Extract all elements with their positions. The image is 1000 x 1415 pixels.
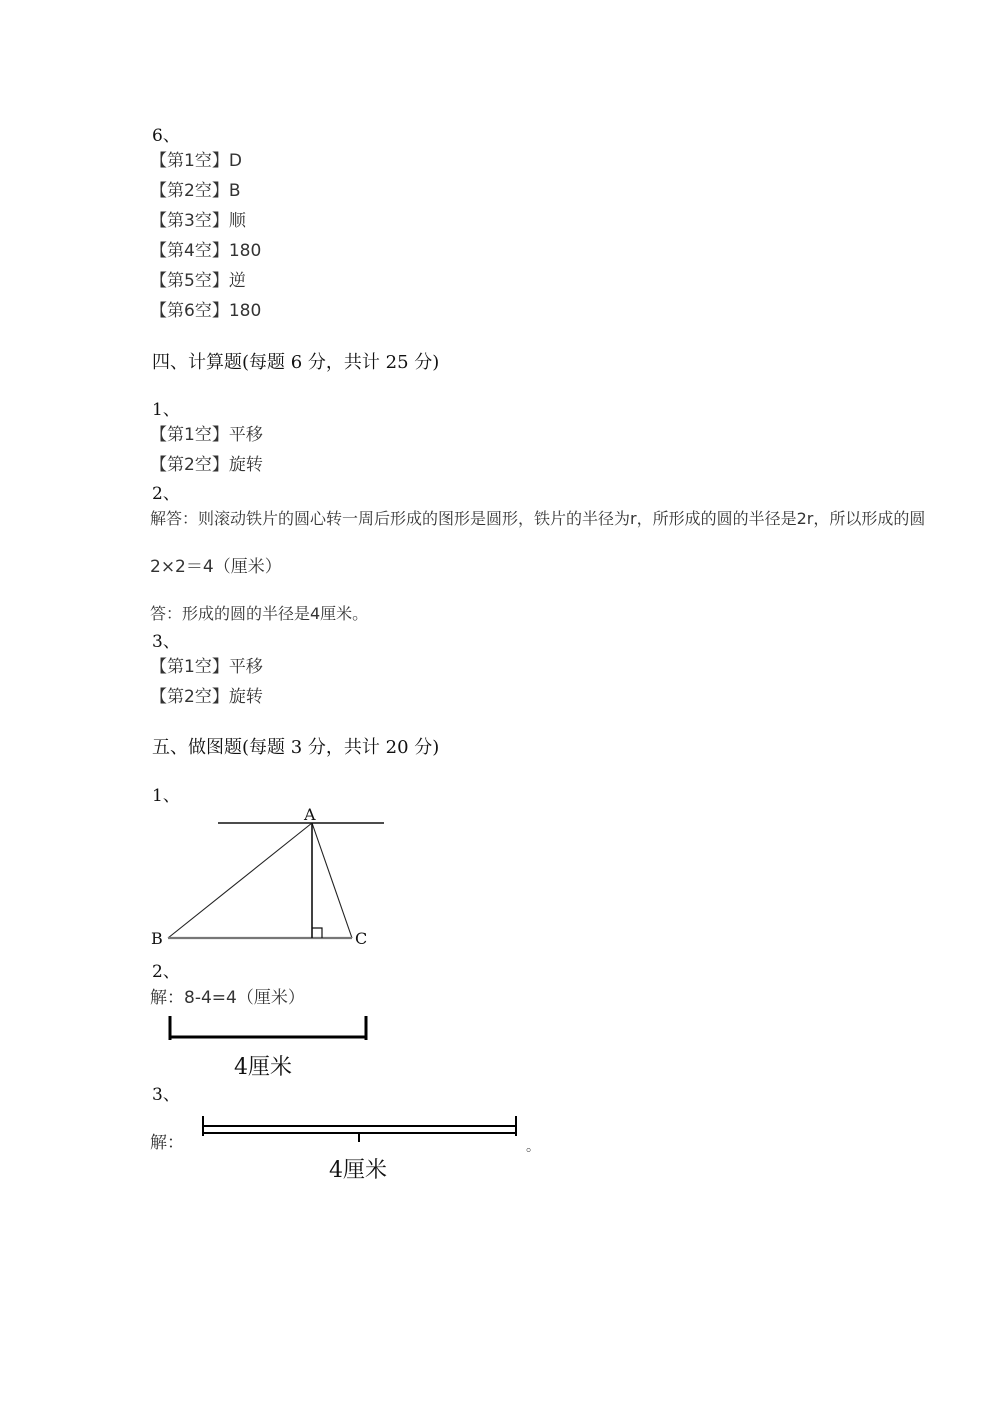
label-b: B	[151, 929, 163, 948]
q6-blank-1: 【第1空】D	[150, 151, 242, 171]
s4-q3-number: 3、	[152, 632, 180, 652]
s4-q2-solution: 解答：则滚动铁片的圆心转一周后形成的图形是圆形，铁片的半径为r，所形成的圆的半径是2r，所以形成的圆	[150, 509, 926, 528]
s4-q2-number: 2、	[152, 484, 180, 504]
s4-q3-blank-1: 【第1空】平移	[150, 657, 263, 677]
s4-q1-blank-1: 【第1空】平移	[150, 425, 263, 445]
s4-q1-number: 1、	[152, 400, 180, 420]
q6-blank-3: 【第3空】顺	[150, 211, 246, 231]
label-a: A	[304, 805, 316, 824]
s4-q2-answer: 答：形成的圆的半径是4厘米。	[150, 604, 369, 623]
segment-label-1: 4厘米	[234, 1055, 292, 1080]
s4-q2-formula: 2×2＝4（厘米）	[150, 557, 282, 577]
section5-heading: 五、做图题(每题 3 分，共计 20 分)	[152, 737, 440, 758]
section4-heading: 四、计算题(每题 6 分，共计 25 分)	[152, 352, 440, 373]
q6-blank-6: 【第6空】180	[150, 301, 262, 321]
s5-q3-number: 3、	[152, 1085, 180, 1105]
label-c: C	[355, 929, 368, 948]
q6-blank-2: 【第2空】B	[150, 181, 241, 201]
segment-label-2: 4厘米	[329, 1158, 387, 1183]
s5-q1-number: 1、	[152, 786, 180, 806]
q6-number: 6、	[152, 126, 180, 146]
s5-q2-solution: 解：8-4=4（厘米）	[150, 988, 305, 1008]
q6-blank-4: 【第4空】180	[150, 241, 262, 261]
s5-q3-suffix: 。	[526, 1139, 540, 1155]
q6-blank-5: 【第5空】逆	[150, 271, 246, 291]
s5-q2-number: 2、	[152, 962, 180, 982]
s4-q3-blank-2: 【第2空】旋转	[150, 687, 263, 707]
s4-q1-blank-2: 【第2空】旋转	[150, 455, 263, 475]
s5-q3-prefix: 解：	[150, 1133, 184, 1153]
